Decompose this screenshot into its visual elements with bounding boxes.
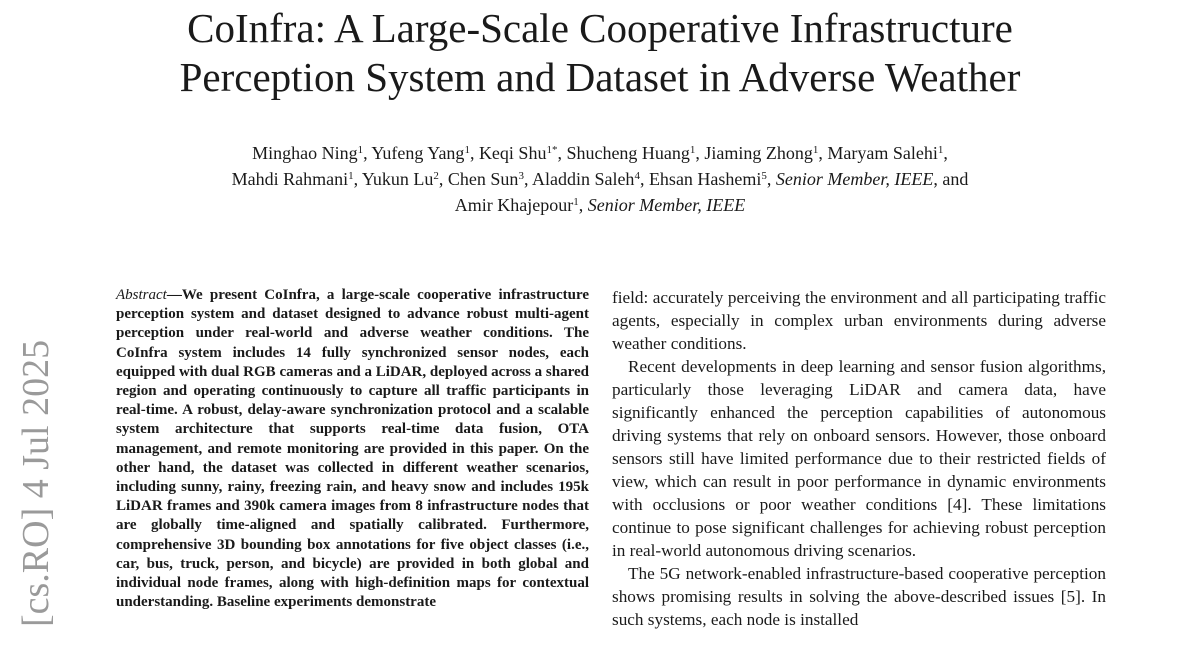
affiliation-mark: 1 [689, 144, 696, 156]
affiliation-mark: 1* [546, 144, 558, 156]
affiliation-mark: 1 [937, 144, 944, 156]
author-name: Ehsan Hashemi [648, 169, 762, 189]
separator: , [353, 169, 362, 189]
separator: , [578, 195, 588, 215]
affiliation-mark: 1 [464, 144, 470, 156]
separator: , [557, 143, 567, 163]
author-name: Aladdin Saleh [531, 169, 635, 189]
author-name: Maryam Salehi [827, 143, 938, 163]
separator: , [523, 169, 532, 189]
author-role: Senior Member, IEEE [587, 195, 746, 215]
separator: , [639, 169, 649, 189]
author-line-3 [0, 192, 1200, 218]
author-name: Keqi Shu [478, 143, 547, 163]
author-name: Shucheng Huang [566, 143, 690, 163]
affiliation-mark: 1 [812, 144, 819, 156]
author-line-1 [0, 140, 1200, 166]
abstract [116, 286, 589, 612]
separator: , [943, 143, 948, 163]
affiliation-mark: 1 [573, 196, 579, 208]
separator: , [469, 143, 479, 163]
separator: , [695, 143, 705, 163]
abstract-text: —We present CoInfra, a large-scale cooperative infrastructure perception system and dataset designed to advance robust multi-agent perception under real-world and adverse weather conditions. The CoInfra system includes 14 fully synchronized sensor nodes, each equipped with dual RGB cameras and a LiDAR, deployed across a shared region and operating continuously to capture all traffic participants in real-time. A robust, delay-aware synchronization protocol and a scalable system architecture that supports real-time data fusion, OTA management, and remote monitoring are provided in this paper. On the other hand, the dataset was collected in different weather scenarios, including sunny, rainy, freezing rain, and heavy snow and includes 195k LiDAR frames and 390k camera images from 8 infrastructure nodes that are globally time-aligned and spatially calibrated. Furthermore, comprehensive 3D bounding box annotations for five object classes (i.e., car, bus, truck, person, and bicycle) are provided in both global and individual node frames, along with high-definition maps for contextual understanding. Baseline experiments demonstrate [116, 287, 589, 611]
affiliation-mark: 1 [357, 144, 364, 156]
paragraph-2: Recent developments in deep learning and sensor fusion algorithms, particularly those leveraging LiDAR and camera data, have significantly enhanced the perception capabilities of autonomous driving systems that rely on onboard sensors. However, those onboard sensors still have limited performance due to their restricted fields of view, which can result in poor performance in dynamic environments with occlusions or poor weather conditions [4]. These limitations continue to pose significant challenges for achieving robust perception in real-world autonomous driving scenarios. [612, 357, 1106, 560]
author-name: Minghao Ning [252, 143, 358, 163]
arxiv-stamp: [cs.RO] 4 Jul 2025 [15, 340, 57, 628]
author-name: Yukun Lu [361, 169, 434, 189]
author-name: Mahdi Rahmani [231, 169, 349, 189]
paper-title [0, 4, 1200, 102]
author-line-2 [0, 166, 1200, 192]
arxiv-sidebar [0, 340, 76, 648]
title-line-2: Perception System and Dataset in Adverse Weather [179, 54, 1021, 100]
introduction-column [612, 286, 1106, 631]
title-line-1: CoInfra: A Large-Scale Cooperative Infrastructure [187, 5, 1013, 51]
author-list [0, 140, 1200, 218]
author-name: Amir Khajepour [454, 195, 574, 215]
abstract-label: Abstract [116, 287, 167, 303]
separator: , and [933, 169, 969, 189]
paragraph-1: field: accurately perceiving the environment and all participating traffic agents, especially in complex urban environments during adverse weather conditions. [612, 288, 1106, 353]
separator: , [438, 169, 448, 189]
separator: , [363, 143, 372, 163]
affiliation-mark: 4 [634, 170, 640, 182]
affiliation-mark: 5 [761, 170, 767, 182]
affiliation-mark: 2 [433, 170, 439, 182]
author-name: Yufeng Yang [371, 143, 465, 163]
paragraph-3: The 5G network-enabled infrastructure-based cooperative perception shows promising results in solving the above-described issues [5]. In such systems, each node is installed [612, 564, 1106, 629]
separator: , [766, 169, 776, 189]
author-name: Chen Sun [447, 169, 519, 189]
author-name: Jiaming Zhong [704, 143, 813, 163]
affiliation-mark: 1 [348, 170, 354, 182]
separator: , [818, 143, 828, 163]
affiliation-mark: 3 [518, 170, 524, 182]
author-role: Senior Member, IEEE [775, 169, 934, 189]
